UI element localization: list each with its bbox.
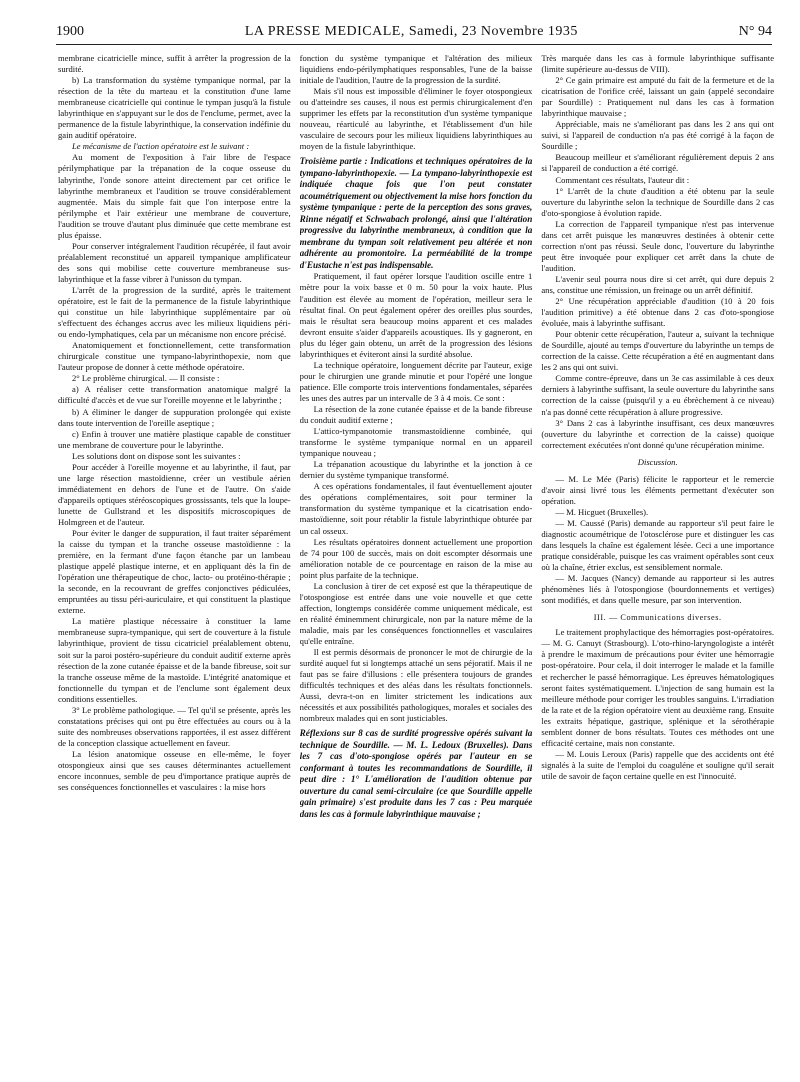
paragraph: Beaucoup meilleur et s'améliorant régulièrement depuis 2 ans si l'appareil de conduction a été corrigé. bbox=[541, 152, 775, 174]
paragraph: Les solutions dont on dispose sont les suivantes : bbox=[72, 450, 241, 461]
paragraph: — M. Hicguet (Bruxelles). bbox=[555, 506, 649, 517]
paragraph: membrane cicatricielle mince, suffit à arrêter la progression de la surdité. bbox=[58, 53, 291, 75]
paragraph: Le traitement prophylactique des hémorragies post-opératoires. — M. G. Canuyt (Strasbourg). L'oto-rhino-laryngologiste a intérêt à prendre le maximum de précautions pour éviter une hémorragie post-opératoire. Pour cela, il doit interroger le malade et la famille et rechercher le passé hémorragique. Les épreuves hématologiques seront faites systématiquement. L'injection de sang humain est la meilleure méthode pour corriger les troubles sanguins. L'irradiation de la rate et de la région opératoire vient au deuxième rang. Ensuite les extraits hépatique, gastrique, splénique et la sérothérapie semblent donner de bons résultats. Toutes ces méthodes ont une efficacité certaine, mais non constante. bbox=[541, 627, 775, 748]
article-heading-ledoux: Réflexions sur 8 cas de surdité progressive opérés suivant la technique de Sourdille. — M. L. Ledoux (Bruxelles). Dans les 7 cas d'oto-spongiose opérés par l'auteur en se conformant à toutes les recommandations de Sourdille, il peut dire : 1° L'amélioration de l'audition obtenue par ouverture du canal semi-circulaire (ce que Sourdille appelle gain primaire) s'est produite dans les 7 cas : Peu marquée dans les cas à formule labyrinthique mauvaise ; bbox=[299, 728, 533, 819]
paragraph: Les résultats opératoires donnent actuellement une proportion de 74 pour 100 de succès, mais on doit escompter désormais une amélioration notable de ce pourcentage en raison de la mise au point plus parfaite de la technique. bbox=[299, 536, 533, 580]
paragraph: 2° Une récupération appréciable d'audition (10 à 20 fois l'audition primitive) a été obtenue dans 2 cas d'oto-spongiose évoluée, mais à labyrinthe suffisant. bbox=[541, 296, 775, 329]
page-year: 1900 bbox=[56, 24, 84, 39]
paragraph: — M. Louis Leroux (Paris) rappelle que des accidents ont été signalés à la suite de l'emploi du coaguléne et souligne qu'il serait utile de savoir de façon certaine quelle en est l'innocuité. bbox=[541, 748, 775, 781]
paragraph: b) A éliminer le danger de suppuration prolongée qui existe dans toute intervention de l'oreille aseptique ; bbox=[58, 406, 291, 428]
discussion-heading: Discussion. bbox=[637, 456, 678, 467]
column-1 bbox=[58, 53, 291, 1073]
paragraph: Au moment de l'exposition à l'air libre de l'espace périlymphatique par la trépanation de la coque osseuse du labyrinthe, l'onde sonore atteint directement par cet orifice le labyrinthe membraneux et l'audition se trouve considérablement augmentée. Mais du simple fait que l'on interpose entre la périlymphe et l'air extérieur une membrane de couverture, l'audition se trouve d'autant plus diminuée que cette membrane est plus épaisse. bbox=[58, 152, 291, 240]
paragraph: Le mécanisme de l'action opératoire est le suivant : bbox=[72, 141, 250, 152]
paragraph: L'arrêt de la progression de la surdité, après le traitement opératoire, est le fait de la permanence de la fistule labyrinthique qui constitue un hile labyrinthique supplémentaire par où s'effectuent des échanges accrus avec les milieux liquidiens péri- ou endo-lymphatiques, cela par un mécanisme non encore précisé. bbox=[58, 284, 291, 340]
paragraph: Pratiquement, il faut opérer lorsque l'audition oscille entre 1 mètre pour la voix basse et 0 m. 50 pour la voix haute. Plus l'audition est élevée au moment de l'opération, meilleur sera le résultat final. On peut également opérer des oreilles plus sourdes, mais le résultat sera beaucoup moins apparent et ces malades devront ensuite s'aider d'appareils acoustiques. Ils y gagneront, en plus du léger gain obtenu, un arrêt de la progression des lésions labyrinthiques et éviteront ainsi la surdité absolue. bbox=[299, 271, 533, 359]
paragraph: Pour conserver intégralement l'audition récupérée, il faut avoir préalablement reconstitué un appareil tympanique amplificateur des sons qui mobilise cette couverture membraneuse sus-labyrinthique et la fasse vibrer à l'unisson du tympan. bbox=[58, 240, 291, 284]
paragraph: 3° Le problème pathologique. — Tel qu'il se présente, après les constatations précises qui ont pu être effectuées au cours ou à la suite des nombreuses observations rapportées, il est assez différent de la conception classique actuellement en faveur. bbox=[58, 704, 291, 748]
paragraph: Appréciable, mais ne s'améliorant pas dans les 2 ans qui ont suivi, si l'appareil de conduction n'a pas été corrigé à la façon de Sourdille ; bbox=[541, 119, 775, 152]
section-heading-communications: III. — Communications diverses. bbox=[593, 613, 722, 623]
paragraph: c) Enfin à trouver une matière plastique capable de constituer une membrane de couverture pour le labyrinthe. bbox=[58, 428, 291, 450]
paragraph: Pour obtenir cette récupération, l'auteur a, suivant la technique de Sourdille, ajouté au temps d'ouverture du labyrinthe un temps de correction de la caisse. Cette récupération a été en augmentant dans les 2 ans qui ont suivi. bbox=[541, 329, 775, 373]
paragraph: La technique opératoire, longuement décrite par l'auteur, exige pour le chirurgien une grande minutie et pour l'opéré une longue patience. Elle comporte trois interventions fondamentales, séparées les unes des autres par un intervalle de 3 à 4 mois. Ce sont : bbox=[299, 359, 533, 403]
paragraph: Pour accéder à l'oreille moyenne et au labyrinthe, il faut, par une large résection mastoïdienne, créer un vestibule aérien immédiatement en dehors de l'une et de l'autre. On s'aide d'appareils optiques stéréoscopiques grossissants, tels que la loupe-lunette de Gullstrand et les dispositifs microscopiques de Holmgreen et de l'auteur. bbox=[58, 461, 291, 527]
section-heading-part-three: Troisième partie : Indications et techniques opératoires de la tympano-labyrinthopexie. — La tympano-labyrinthopexie est indiquée chaque fois que l'on peut constater acoumétriquement ou objectivement la mise hors fonction du système tympanique : perte de la perception des sons graves, Rinne négatif et Schwabach prolongé, ainsi que l'altération progressive du labyrinthe membraneux, à condition que la membrane du tympan soit relativement peu altérée et non adhérente au promontoire. La perméabilité de la trompe d'Eustache n'est pas indispensable. bbox=[299, 156, 533, 270]
paragraph: L'attico-tympanotomie transmastoïdienne combinée, qui transforme le système tympanique normal en un appareil tympanique nouveau ; bbox=[299, 426, 533, 459]
paragraph: La trépanation acoustique du labyrinthe et la jonction à ce dernier du système tympanique transformé. bbox=[299, 459, 533, 481]
paragraph: Mais s'il nous est impossible d'éliminer le foyer otospongieux ou d'atteindre ses causes, il nous est permis chirurgicalement d'en supprimer les effets par la reconstitution d'un système tympanique nouveau, réarticulé au labyrinthe, et l'établissement d'un hile vasculaire de secours pour les milieux liquidiens labyrinthiques au moyen de la fistule labyrinthique. bbox=[299, 86, 533, 152]
paragraph: Comme contre-épreuve, dans un 3e cas assimilable à ces deux derniers à labyrinthe suffisant, la seule ouverture du labyrinthe sans correction de la caisse (puisqu'il y a eu ébrèchement à ce niveau) n'a pas donné cette récupération à allure progressive. bbox=[541, 373, 775, 417]
issue-number: N° 94 bbox=[738, 24, 772, 39]
paragraph: a) A réaliser cette transformation anatomique malgré la difficulté d'accès et de vue sur l'oreille moyenne et le labyrinthe ; bbox=[58, 384, 291, 406]
paragraph: La correction de l'appareil tympanique n'est pas intervenue dans cet arrêt puisque les manœuvres destinées à obtenir cette correction n'ont pas réussi. Seule donc, l'ouverture du labyrinthe peut être invoquée pour expliquer cet arrêt dans la chute de l'audition. bbox=[541, 218, 775, 273]
paragraph: L'avenir seul pourra nous dire si cet arrêt, qui dure depuis 2 ans, constitue une rémission, un freinage ou un arrêt définitif. bbox=[541, 273, 775, 295]
paragraph: 2° Le problème chirurgical. — Il consiste : bbox=[72, 373, 220, 384]
paragraph: Il est permis désormais de prononcer le mot de chirurgie de la surdité auquel fut si longtemps attaché un sens péjoratif. Mais il ne faut pas se faire d'illusions : elle présentera toujours de grandes difficultés techniques et des aléas dans les résultats fonctionnels. Aussi, devra-t-on en limiter strictement les indications aux nécessités et aux possibilités pathologiques, morales et sociales des nombreux malades qui en sont justiciables. bbox=[299, 647, 533, 724]
paragraph: Anatomiquement et fonctionnellement, cette transformation chirurgicale constitue une tympano-labyrinthopexie, nom que l'auteur propose de donner à cette méthode opératoire. bbox=[58, 340, 291, 373]
paragraph: — M. Caussé (Paris) demande au rapporteur s'il peut faire le diagnostic acoumétrique de l'otosclérose pure et distinguer les cas dans lesquels la chaîne est également lésée. Ceci a une importance pratique considérable, puisque les cas vraiment opérables sont ceux où la chaîne, étrier exclus, est sensiblement normale. bbox=[541, 517, 775, 573]
paragraph: — M. Le Mée (Paris) félicite le rapporteur et le remercie d'avoir ainsi livré tous les éléments permettant d'exécuter son opération. bbox=[541, 473, 775, 506]
paragraph: Pour éviter le danger de suppuration, il faut traiter séparément la caisse du tympan et la tranche osseuse mastoïdienne : la première, en la fermant d'une façon étanche par un lambeau plastique appelé plastique interne, et en appliquant dès la fin de l'opération une thérapeutique de choc, lacto- ou protéino-thérapie ; la seconde, en la recouvrant de greffes conjonctives pédiculées, empruntées au tissu péri-auriculaire, et qui constituent la plastique externe. bbox=[58, 528, 291, 616]
paragraph: La résection de la zone cutanée épaisse et de la bande fibreuse du conduit auditif externe ; bbox=[299, 403, 533, 426]
paragraph: — M. Jacques (Nancy) demande au rapporteur si les autres phénomènes liés à l'otospongiose (bourdonnements et vertiges) sont modifiés, et dans quelle mesure, par son intervention. bbox=[541, 573, 775, 606]
paragraph: fonction du système tympanique et l'altération des milieux liquidiens endo-périlymphatiques responsables, l'une de la baisse initiale de l'audition, l'autre de la progression de la surdité. bbox=[299, 53, 533, 86]
paragraph: 2° Ce gain primaire est amputé du fait de la fermeture et de la cicatrisation de l'orifice créé, laissant un gain (appelé secondaire par Sourdille) : Pratiquement nul dans les cas à formation labyrinthique mauvaise ; bbox=[541, 75, 775, 119]
paragraph: La lésion anatomique osseuse en elle-même, le foyer otospongieux ainsi que ses causes déterminantes actuellement encore inconnues, semble de peu d'importance pratique auprès de ses conséquences fonctionnelles et vasculaires : la mise hors bbox=[58, 748, 291, 793]
paragraph: b) La transformation du système tympanique normal, par la résection de la tête du marteau et la constitution d'une lame membraneuse cicatricielle qui continue le tympan jusqu'à la fistule labyrinthique en s'appuyant sur le dos de l'enclume, permet, avec la permanence de la fistule labyrinthique, la conservation indéfinie du gain auditif opératoire. bbox=[58, 75, 291, 141]
text-columns bbox=[58, 53, 774, 1073]
paragraph: 1° L'arrêt de la chute d'audition a été obtenu par la seule ouverture du labyrinthe selon la technique de Sourdille dans 2 cas d'oto-spongiose à évolution rapide. bbox=[541, 185, 775, 218]
paragraph: Commentant ces résultats, l'auteur dit : bbox=[555, 174, 690, 185]
paragraph: La conclusion à tirer de cet exposé est que la thérapeutique de l'otospongiose est entrée dans une voie nouvelle et que cette affection, longtemps considérée comme uniquement médicale, est en réalité éminemment chirurgicale, non par la nature même de la maladie, mais par les conséquences fonctionnelles et vasculaires qu'elle entraîne. bbox=[299, 580, 533, 646]
paragraph: A ces opérations fondamentales, il faut éventuellement ajouter des opérations complémentaires, soit pour terminer la transformation du système tympanique et la cicatrisation endo-mastoïdienne, soit pour rétablir la fistule labyrinthique obturée par un cal osseux. bbox=[299, 481, 533, 536]
paragraph: Très marquée dans les cas à formule labyrinthique suffisante (limite supérieure au-dessus de VIII). bbox=[541, 53, 775, 75]
paragraph: La matière plastique nécessaire à constituer la lame membraneuse supra-tympanique, qui sert de couverture à la fistule labyrinthique, provient de tissu cicatriciel préalablement obtenu, soit sur la paroi postéro-supérieure du conduit auditif externe après résection de la zone cutanée épaisse et de la bande fibreuse, soit sur la tranche osseuse même de la mastoïde. L'intégrité anatomique et fonctionnelle du tympan et de l'enclume sont également deux conditions essentielles. bbox=[58, 616, 291, 704]
column-3 bbox=[541, 53, 774, 1073]
paragraph: 3° Dans 2 cas à labyrinthe insuffisant, ces deux manœuvres (ouverture du labyrinthe et correction de la caisse) quoique correctement exécutées n'ont donné qu'une récupération minime. bbox=[541, 417, 775, 450]
column-2 bbox=[300, 53, 533, 1073]
page-header bbox=[56, 24, 772, 44]
header-rule bbox=[56, 44, 772, 45]
journal-title: LA PRESSE MEDICALE, Samedi, 23 Novembre 1935 bbox=[244, 24, 578, 39]
